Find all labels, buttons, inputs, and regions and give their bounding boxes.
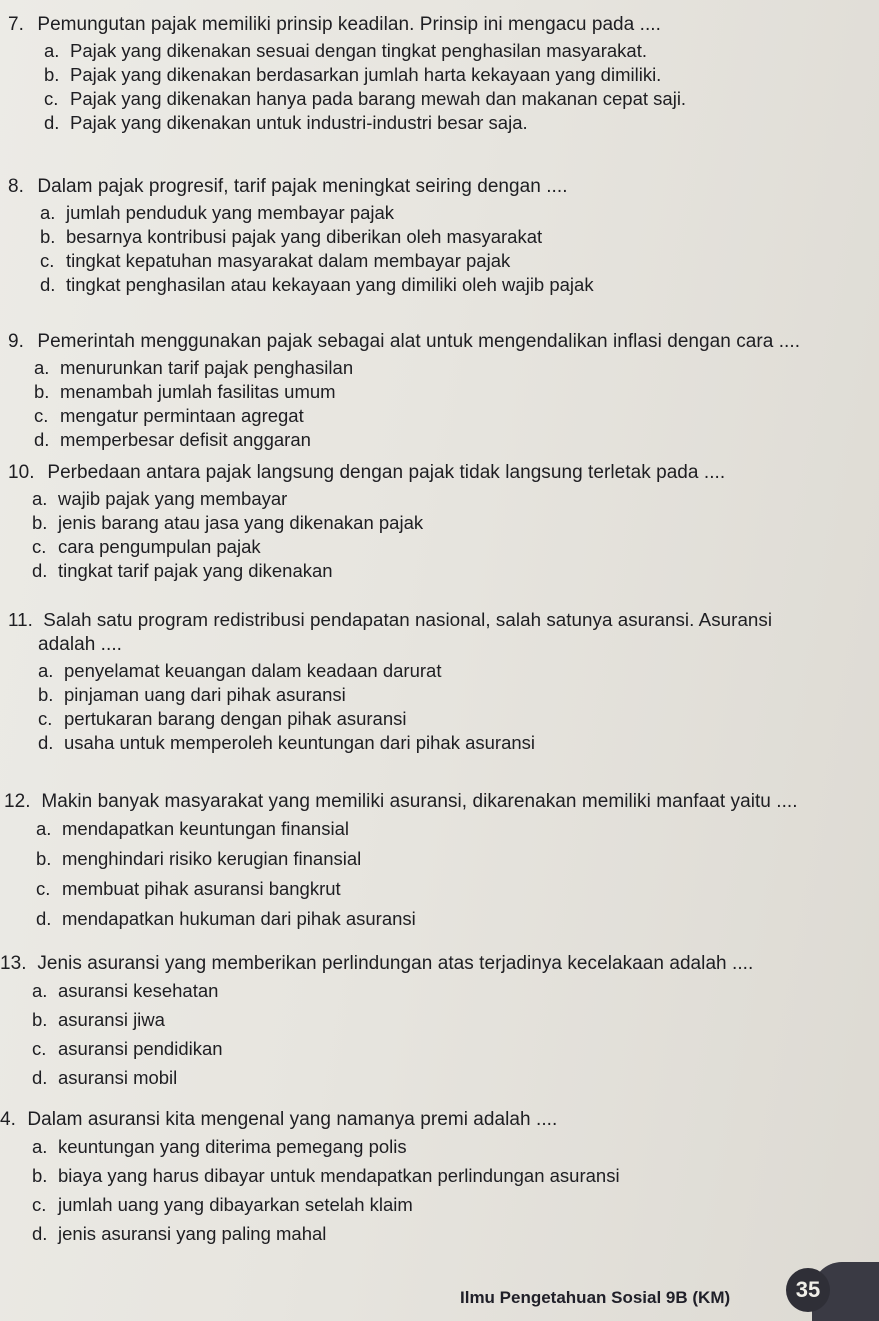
option-b [44,64,879,88]
option-text: wajib pajak yang membayar [58,488,288,509]
option-a [38,660,879,684]
question-8 [0,176,860,298]
question-number: 11. [8,609,33,630]
option-text: biaya yang harus dibayar untuk mendapatkan perlindungan asuransi [58,1165,620,1186]
option-list [34,357,879,453]
option-text: penyelamat keuangan dalam keadaan darurat [64,660,442,681]
question-7 [0,14,860,136]
option-text: tingkat kepatuhan masyarakat dalam membayar pajak [66,250,511,271]
option-d [32,560,879,584]
question-7-stem [8,14,868,36]
option-letter: c. [44,88,59,109]
question-text-continued: adalah .... [38,634,122,655]
option-c [34,405,879,429]
option-a [32,488,879,512]
option-list [32,488,879,584]
option-letter: b. [32,512,48,533]
page-number-badge [786,1268,830,1312]
option-text: mengatur permintaan agregat [60,405,304,426]
option-letter: a. [36,818,52,839]
option-letter: a. [40,202,56,223]
option-text: membuat pihak asuransi bangkrut [62,878,341,899]
option-letter: d. [44,112,60,133]
option-d [32,1067,879,1096]
option-a [40,202,879,226]
question-number: 13. [0,953,27,974]
option-letter: b. [32,1165,48,1186]
option-text: usaha untuk memperoleh keuntungan dari pihak asuransi [64,732,536,753]
option-list [38,660,879,756]
option-letter: d. [32,1223,48,1244]
option-text: jenis asuransi yang paling mahal [58,1223,327,1244]
option-letter: c. [36,878,51,899]
option-text: Pajak yang dikenakan sesuai dengan tingkat penghasilan masyarakat. [70,40,647,61]
option-letter: d. [40,274,56,295]
question-number: 8. [8,176,24,197]
question-text: Jenis asuransi yang memberikan perlindungan atas terjadinya kecelakaan adalah .... [37,953,754,974]
question-13 [0,953,860,1096]
option-list [32,1136,879,1252]
option-text: mendapatkan hukuman dari pihak asuransi [62,908,416,929]
option-text: jumlah penduduk yang membayar pajak [66,202,395,223]
question-12-stem [4,791,864,813]
option-letter: c. [34,405,49,426]
option-b [32,512,879,536]
option-text: pertukaran barang dengan pihak asuransi [64,708,407,729]
option-letter: d. [32,1067,48,1088]
option-letter: b. [40,226,56,247]
option-text: besarnya kontribusi pajak yang diberikan oleh masyarakat [66,226,543,247]
option-text: jumlah uang yang dibayarkan setelah klaim [58,1194,413,1215]
book-title-footer: Ilmu Pengetahuan Sosial 9B (KM) [460,1288,731,1307]
option-a [32,1136,879,1165]
option-text: tingkat penghasilan atau kekayaan yang dimiliki oleh wajib pajak [66,274,594,295]
option-text: memperbesar defisit anggaran [60,429,311,450]
question-text: Pemerintah menggunakan pajak sebagai alat untuk mengendalikan inflasi dengan cara .... [37,331,801,352]
option-a [32,980,879,1009]
option-c [44,88,879,112]
option-text: keuntungan yang diterima pemegang polis [58,1136,407,1157]
option-letter: c. [32,1194,47,1215]
option-b [40,226,879,250]
option-c [32,1038,879,1067]
option-text: menambah jumlah fasilitas umum [60,381,336,402]
option-letter: a. [32,980,48,1001]
option-text: mendapatkan keuntungan finansial [62,818,349,839]
option-text: menurunkan tarif pajak penghasilan [60,357,354,378]
option-letter: d. [36,908,52,929]
question-text: Perbedaan antara pajak langsung dengan pajak tidak langsung terletak pada .... [47,462,726,483]
option-text: Pajak yang dikenakan berdasarkan jumlah harta kekayaan yang dimiliki. [70,64,662,85]
option-b [38,684,879,708]
option-letter: a. [34,357,50,378]
option-text: asuransi pendidikan [58,1038,223,1059]
option-letter: d. [34,429,50,450]
option-c [36,878,879,908]
question-text: Dalam asuransi kita mengenal yang namanya premi adalah .... [27,1109,558,1130]
option-text: asuransi jiwa [58,1009,165,1030]
option-letter: b. [38,684,54,705]
question-14 [0,1109,860,1252]
option-letter: a. [44,40,60,61]
option-d [44,112,879,136]
option-b [32,1165,879,1194]
question-14-stem [0,1109,860,1131]
option-b [36,848,879,878]
option-list [40,202,879,298]
question-9-stem [8,331,868,353]
option-text: menghindari risiko kerugian finansial [62,848,362,869]
option-text: Pajak yang dikenakan hanya pada barang mewah dan makanan cepat saji. [70,88,687,109]
option-c [40,250,879,274]
option-letter: c. [38,708,53,729]
question-12 [0,791,860,938]
option-c [32,1194,879,1223]
option-d [32,1223,879,1252]
option-text: asuransi kesehatan [58,980,219,1001]
option-b [32,1009,879,1038]
question-11-stem-continued [38,634,879,656]
question-number: 7. [8,14,24,35]
option-text: Pajak yang dikenakan untuk industri-industri besar saja. [70,112,528,133]
option-text: pinjaman uang dari pihak asuransi [64,684,346,705]
option-letter: c. [32,1038,47,1059]
option-b [34,381,879,405]
option-letter: b. [44,64,60,85]
option-letter: a. [38,660,54,681]
option-text: cara pengumpulan pajak [58,536,261,557]
option-c [38,708,879,732]
question-text: Dalam pajak progresif, tarif pajak meningkat seiring dengan .... [37,176,568,197]
option-letter: b. [32,1009,48,1030]
option-text: asuransi mobil [58,1067,178,1088]
page-number: 35 [795,1277,821,1302]
option-d [38,732,879,756]
option-letter: c. [40,250,55,271]
option-letter: c. [32,536,47,557]
option-list [36,818,879,938]
question-10-stem [8,462,868,484]
option-d [34,429,879,453]
question-text: Salah satu program redistribusi pendapatan nasional, salah satunya asuransi. Asuransi [43,609,773,630]
question-number: 12. [4,791,31,812]
option-letter: d. [38,732,54,753]
option-letter: b. [36,848,52,869]
question-10 [0,462,860,584]
question-9 [0,331,860,453]
option-a [44,40,879,64]
question-number: 10. [8,462,35,483]
option-letter: a. [32,488,48,509]
option-a [34,357,879,381]
question-text: Makin banyak masyarakat yang memiliki asuransi, dikarenakan memiliki manfaat yaitu .... [41,791,798,812]
option-list [44,40,879,136]
option-d [36,908,879,938]
question-number: 4. [0,1109,16,1130]
option-list [32,980,879,1096]
option-letter: b. [34,381,50,402]
option-letter: d. [32,560,48,581]
option-text: jenis barang atau jasa yang dikenakan pajak [58,512,424,533]
question-11-stem [8,609,868,631]
question-text: Pemungutan pajak memiliki prinsip keadilan. Prinsip ini mengacu pada .... [37,14,661,35]
question-number: 9. [8,331,24,352]
option-a [36,818,879,848]
option-c [32,536,879,560]
question-11 [0,609,860,756]
option-d [40,274,879,298]
question-8-stem [8,176,868,198]
option-letter: a. [32,1136,48,1157]
option-text: tingkat tarif pajak yang dikenakan [58,560,333,581]
question-13-stem [0,953,860,975]
